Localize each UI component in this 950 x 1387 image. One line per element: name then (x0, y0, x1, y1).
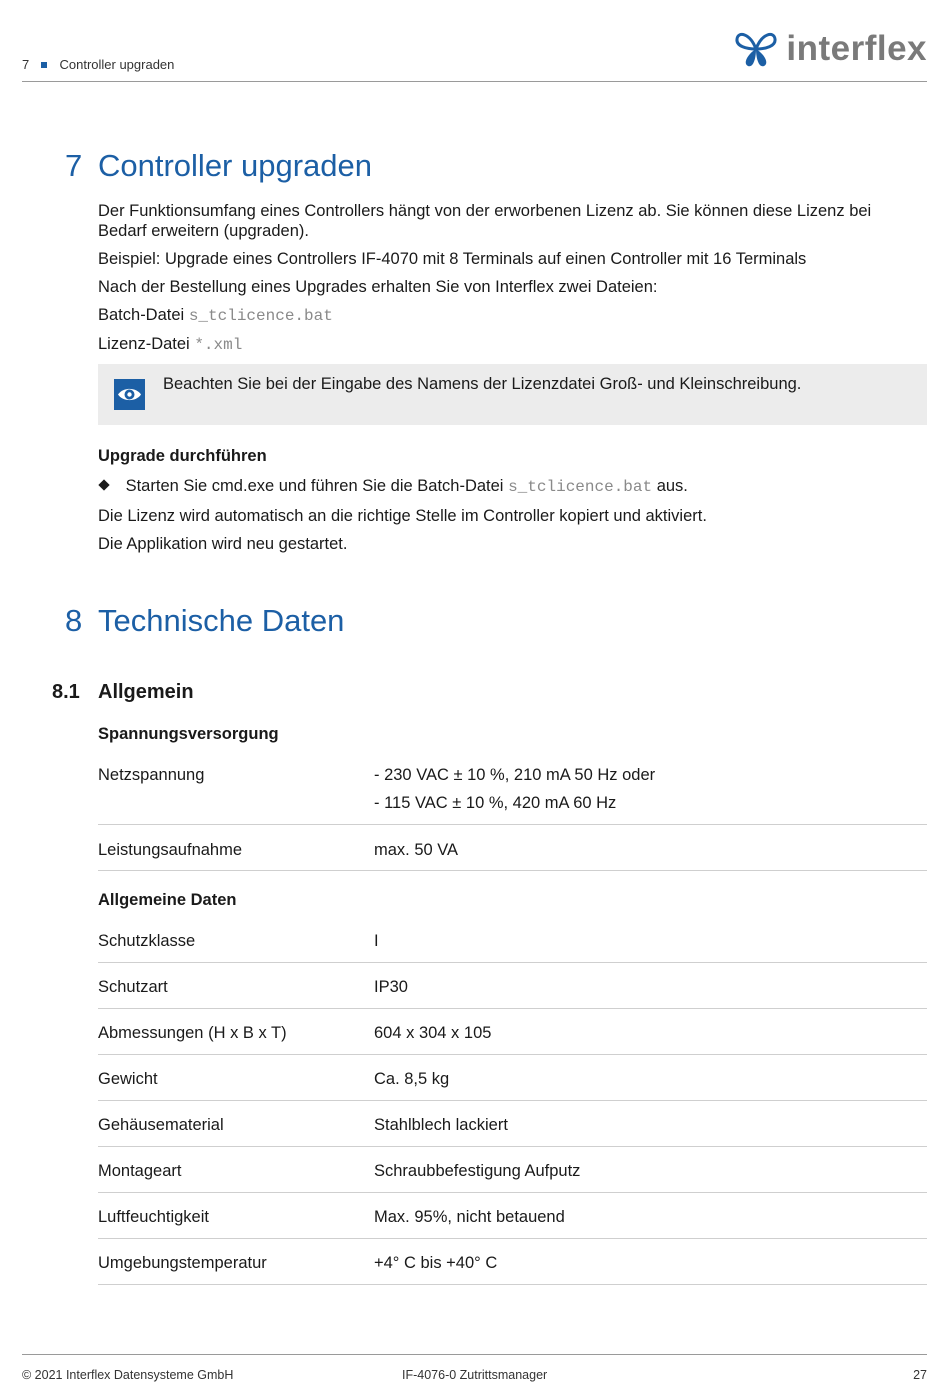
table-row (98, 825, 927, 871)
row-value: IP30 (374, 978, 408, 996)
row-label: Gewicht (98, 1070, 158, 1088)
diamond-bullet-icon (98, 479, 109, 490)
table-row (98, 1009, 927, 1055)
license-file-line (98, 334, 918, 355)
step-file-name: s_tclicence.bat (508, 478, 653, 496)
row-label: Luftfeuchtigkeit (98, 1208, 209, 1226)
batch-file-label: Batch-Datei (98, 306, 185, 324)
row-value: max. 50 VA (374, 841, 459, 859)
note-box (98, 364, 927, 425)
running-header (22, 57, 174, 72)
row-value (374, 766, 655, 822)
table-row (98, 756, 927, 825)
butterfly-logo-icon (734, 27, 778, 71)
row-value: I (374, 932, 379, 950)
result-line-2: Die Applikation wird neu gestartet. (98, 535, 348, 553)
eye-icon (114, 379, 145, 410)
row-label: Leistungsaufnahme (98, 841, 243, 859)
table-row (98, 1239, 927, 1285)
row-value-line: - 115 VAC ± 10 %, 420 mA 60 Hz (374, 794, 617, 812)
license-file-label: Lizenz-Datei (98, 335, 190, 353)
intro-paragraph: Der Funktionsumfang eines Controllers hängt von der erworbenen Lizenz ab. Sie können diese Lizenz bei Bedarf erweitern (upgraden). (98, 202, 872, 240)
table-row (98, 963, 927, 1009)
power-supply-heading: Spannungsversorgung (98, 725, 279, 743)
row-value: +4° C bis +40° C (374, 1254, 498, 1272)
table-row (98, 1193, 927, 1239)
step-text-suffix: aus. (656, 477, 688, 495)
result-line-1: Die Lizenz wird automatisch an die richtige Stelle im Controller kopiert und aktiviert. (98, 507, 707, 525)
page-header (22, 0, 927, 82)
table-row (98, 1147, 927, 1193)
step-text-prefix: Starten Sie cmd.exe und führen Sie die Batch-Datei (125, 477, 504, 495)
company-logo (734, 26, 927, 72)
procedure-heading: Upgrade durchführen (98, 447, 267, 465)
footer-copyright: © 2021 Interflex Datensysteme GmbH (22, 1368, 234, 1382)
batch-file-name: s_tclicence.bat (188, 307, 333, 325)
row-value: 604 x 304 x 105 (374, 1024, 492, 1042)
row-label: Schutzklasse (98, 932, 196, 950)
files-paragraph: Nach der Bestellung eines Upgrades erhalten Sie von Interflex zwei Dateien: (98, 278, 658, 296)
square-bullet-icon (41, 62, 47, 68)
row-value-line: - 230 VAC ± 10 %, 210 mA 50 Hz oder (374, 766, 656, 784)
section-number: 8.1 (52, 681, 80, 703)
footer-page-number: 27 (913, 1368, 927, 1382)
footer-document-title: IF-4076-0 Zutrittsmanager (402, 1368, 548, 1382)
chapter-number: 8 (65, 603, 83, 638)
running-chapter-title: Controller upgraden (59, 57, 175, 72)
batch-file-line (98, 305, 918, 326)
row-label: Umgebungstemperatur (98, 1254, 267, 1272)
table-row (98, 1055, 927, 1101)
row-value: Max. 95%, nicht betauend (374, 1208, 565, 1226)
chapter-number: 7 (65, 148, 83, 183)
page-footer (22, 1354, 927, 1382)
table-row (98, 1101, 927, 1147)
row-value: Schraubbefestigung Aufputz (374, 1162, 581, 1180)
example-paragraph: Beispiel: Upgrade eines Controllers IF-4070 mit 8 Terminals auf einen Controller mit 16 Terminals (98, 250, 807, 268)
section-title: Allgemein (98, 681, 194, 703)
row-value: Stahlblech lackiert (374, 1116, 508, 1134)
row-value: Ca. 8,5 kg (374, 1070, 450, 1088)
running-chapter-number: 7 (22, 57, 30, 72)
license-file-name: *.xml (194, 336, 243, 354)
row-label: Gehäusematerial (98, 1116, 224, 1134)
note-text: Beachten Sie bei der Eingabe des Namens der Lizenzdatei Groß- und Kleinschreibung. (163, 375, 802, 393)
procedure-step (98, 477, 688, 496)
chapter-title: Technische Daten (98, 603, 345, 638)
logo-wordmark: interflex (786, 29, 927, 68)
general-data-heading: Allgemeine Daten (98, 891, 237, 909)
chapter-title: Controller upgraden (98, 148, 373, 183)
row-label: Abmessungen (H x B x T) (98, 1024, 287, 1042)
row-label: Montageart (98, 1162, 182, 1180)
table-row (98, 917, 927, 963)
row-label: Netzspannung (98, 766, 205, 784)
row-label: Schutzart (98, 978, 168, 996)
